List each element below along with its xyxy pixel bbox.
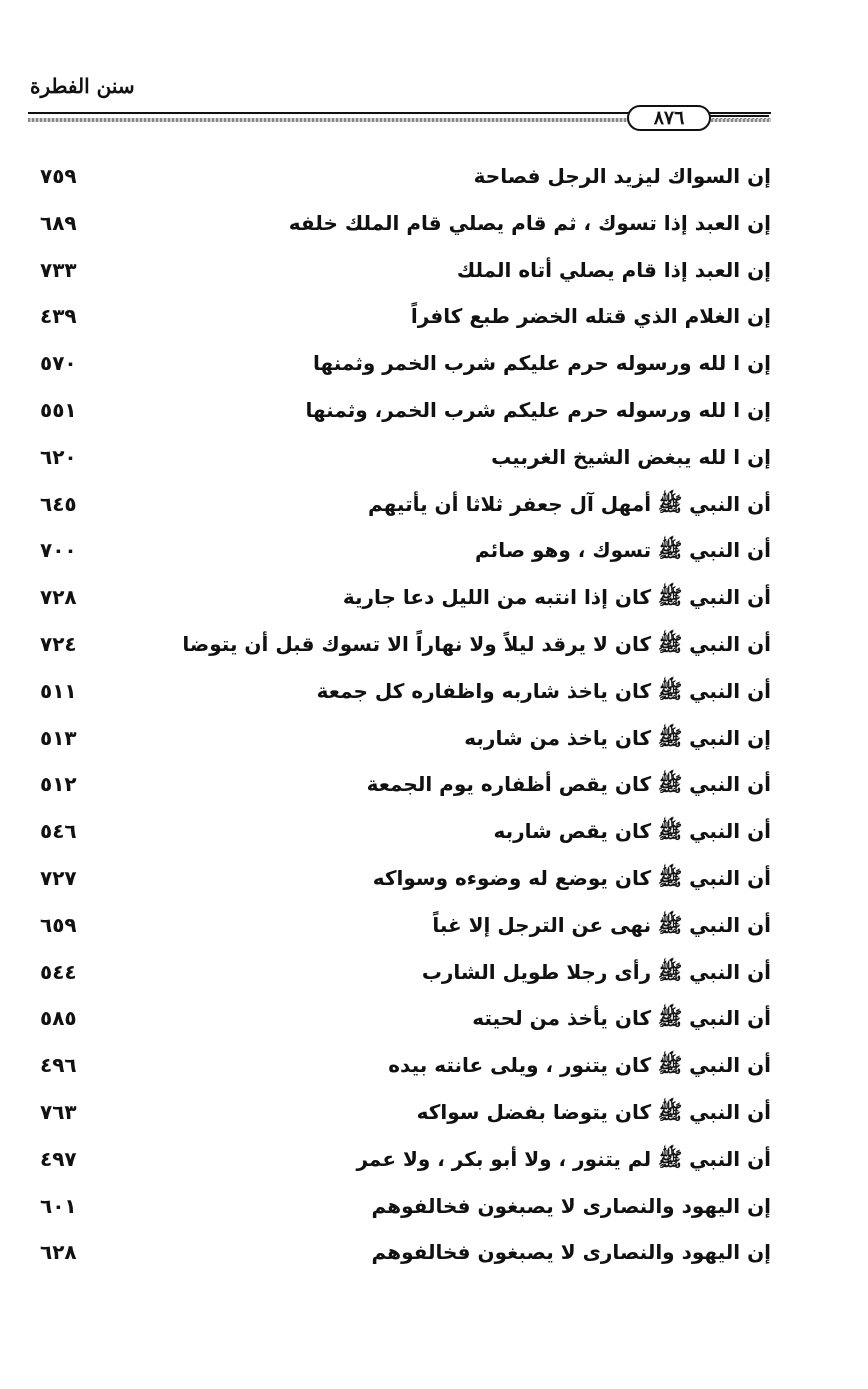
index-entry [40,1190,771,1237]
entry-page-number: ٥١٣ [40,725,77,750]
index-entry [40,534,771,581]
index-entry [40,581,771,628]
entry-page-number: ٧٦٣ [40,1099,77,1124]
entry-page-number: ٥٤٤ [40,959,77,984]
index-entry [40,207,771,254]
index-entry [40,909,771,956]
index-entry [40,768,771,815]
index-entry [40,675,771,722]
entry-page-number: ٧٢٧ [40,865,77,890]
entry-page-number: ٧٢٨ [40,585,77,610]
header-rule-right [707,119,771,122]
index-entry [40,1143,771,1190]
entry-text: إن اليهود والنصارى لا يصبغون فخالفوهم [371,1240,771,1265]
entry-text: إن اليهود والنصارى لا يصبغون فخالفوهم [371,1193,771,1218]
entry-text: إن السواك ليزيد الرجل فصاحة [473,164,771,188]
entry-page-number: ٦٢٠ [40,444,77,469]
entry-text: إن الغلام الذي قتله الخضر طبع كافراً [410,304,771,329]
index-entry [40,862,771,909]
entry-page-number: ٦٨٩ [40,210,77,235]
index-entry [40,254,771,301]
entry-page-number: ٦٢٨ [40,1240,77,1265]
entry-page-number: ٤٣٩ [40,304,77,329]
entry-text: إن ا لله ورسوله حرم عليكم شرب الخمر، وثمنها [305,397,771,422]
index-entry [40,347,771,394]
entry-page-number: ٥٨٥ [40,1006,77,1031]
entry-text: إن النبي ﷺ كان ياخذ من شاربه [464,725,771,750]
entry-text: أن النبي ﷺ كان يتنور ، ويلى عانته بيده [388,1053,771,1078]
entry-page-number: ٦٥٩ [40,912,77,937]
entry-page-number: ٥٧٠ [40,351,77,376]
entry-page-number: ٧٠٠ [40,538,77,563]
entry-text: أن النبي ﷺ تسوك ، وهو صائم [475,538,771,563]
entry-page-number: ٥٤٦ [40,819,77,844]
entry-text: أن النبي ﷺ كان يأخذ من لحيته [472,1006,771,1031]
entry-text: أن النبي ﷺ رأى رجلا طويل الشارب [421,959,771,984]
entry-text: إن ا لله ورسوله حرم عليكم شرب الخمر وثمنها [313,351,771,376]
entry-page-number: ٦٠١ [40,1193,77,1218]
index-entry [40,1049,771,1096]
entry-text: أن النبي ﷺ كان ياخذ شاربه واظفاره كل جمعة [316,678,771,703]
index-entry [40,1236,771,1283]
entry-text: إن العبد إذا تسوك ، ثم قام يصلي قام الملك خلفه [288,210,771,235]
entry-page-number: ٥١٢ [40,772,77,797]
running-header-title: سنن الفطرة [30,74,135,98]
entry-page-number: ٥١١ [40,678,77,703]
index-entry [40,1002,771,1049]
index-entry [40,488,771,535]
index-entry [40,722,771,769]
index-entry [40,956,771,1003]
entry-text: أن النبي ﷺ نهى عن الترجل إلا غباً [432,912,771,937]
entry-text: أن النبي ﷺ كان يوضع له وضوءه وسواكه [372,865,771,890]
index-entry [40,300,771,347]
entry-text: أن النبي ﷺ كان يتوضا بفضل سواكه [416,1099,771,1124]
index-entry [40,815,771,862]
entry-page-number: ٦٤٥ [40,491,77,516]
entry-text: أن النبي ﷺ كان إذا انتبه من الليل دعا جارية [342,585,771,610]
entry-text: إن ا لله يبغض الشيخ الغربيب [491,444,771,469]
entry-page-number: ٤٩٦ [40,1053,77,1078]
entry-page-number: ٧٥٩ [40,164,77,188]
entry-page-number: ٥٥١ [40,397,77,422]
index-entry [40,628,771,675]
index-entry [40,441,771,488]
entry-page-number: ٧٣٣ [40,257,77,282]
entry-text: أن النبي ﷺ كان يقص أظفاره يوم الجمعة [366,772,771,797]
index-entry [40,394,771,441]
entry-text: أن النبي ﷺ لم يتنور ، ولا أبو بكر ، ولا عمر [356,1146,771,1171]
index-entry [40,160,771,207]
entry-text: إن العبد إذا قام يصلي أتاه الملك [456,257,771,282]
page-number: ٨٧٦ [627,105,711,131]
entry-text: أن النبي ﷺ كان لا يرقد ليلاً ولا نهاراً الا تسوك قبل أن يتوضا [182,631,771,656]
hadith-index-list [40,160,771,1283]
entry-page-number: ٧٢٤ [40,631,77,656]
entry-page-number: ٤٩٧ [40,1146,77,1171]
entry-text: أن النبي ﷺ كان يقص شاربه [493,819,771,844]
index-entry [40,1096,771,1143]
entry-text: أن النبي ﷺ أمهل آل جعفر ثلاثا أن يأتيهم [368,491,771,516]
